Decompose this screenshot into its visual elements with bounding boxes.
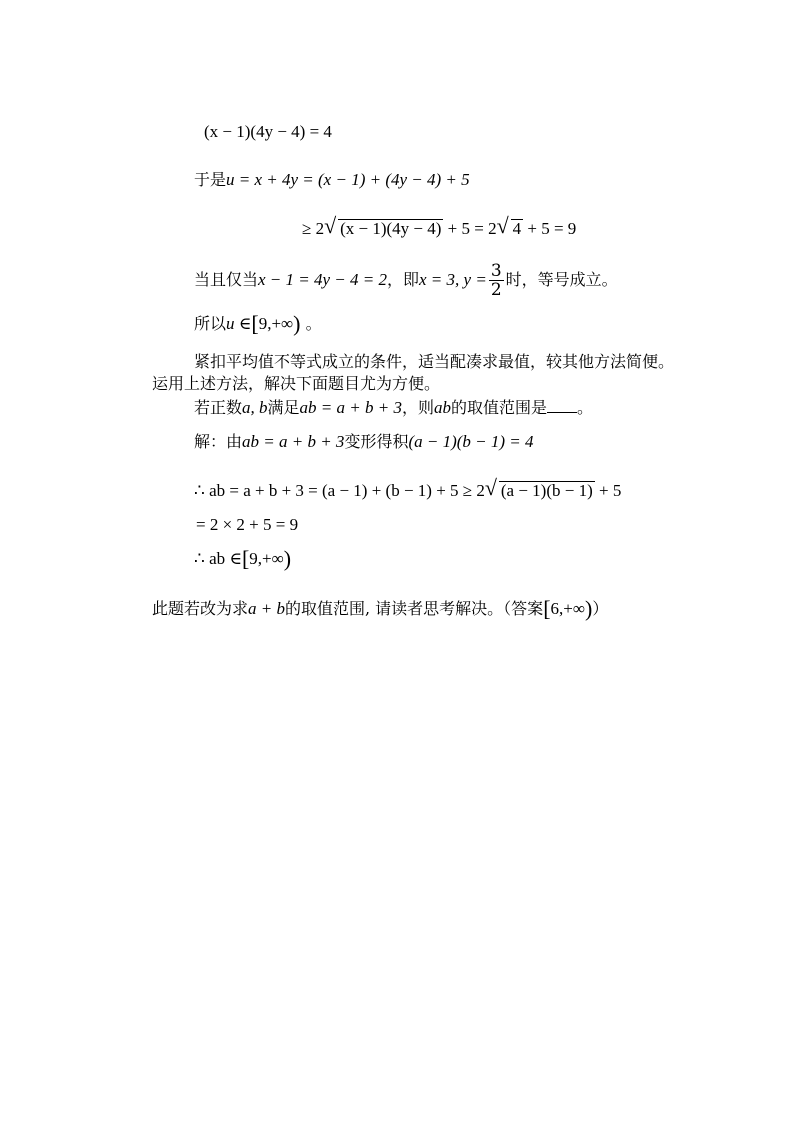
text-prefix: 于是 [194,170,227,189]
equation-text: = 2 × 2 + 5 = 9 [196,515,299,534]
paragraph-2 [152,374,440,394]
text: ，即 [387,270,420,289]
text: 当且仅当 [194,270,259,289]
equation-text: x − 1 = 4y − 4 = 2 [258,270,387,289]
text: 解：由 [194,432,243,451]
equation-text: (a − 1)(b − 1) = 4 [408,432,534,451]
equation-text: ∴ ab ∈ [194,549,242,568]
equation-line-4 [194,262,618,298]
interval-close-paren: ) [283,546,292,571]
equation-text: a + b [248,599,285,618]
interval-open-bracket: [ [543,596,551,621]
numerator: 3 [490,261,502,281]
radicand: (x − 1)(4y − 4) [340,219,442,238]
solution-line-3 [196,515,298,535]
interval-text: 6,+∞ [550,599,585,618]
radicand: 4 [512,219,522,238]
interval-open-bracket: [ [251,311,259,336]
equation-line-3 [302,219,576,239]
paragraph-1 [194,352,674,372]
text: 紧扣平均值不等式成立的条件，适当配凑求最值，较其他方法简便。 [194,352,675,371]
denominator: 2 [490,280,502,300]
equation-text: + 5 = 2 [443,219,497,238]
interval-text: 9,+∞ [249,549,284,568]
equation-line-2 [194,170,470,190]
final-note [152,596,609,621]
equation-text: ab = a + b + 3 [242,432,345,451]
interval-close-paren: ) [293,311,301,336]
text: 若正数 [194,398,243,417]
text: 时，等号成立。 [505,270,618,289]
text: ） [592,599,609,618]
sqrt-expression [485,481,595,501]
text: 的取值范围是 [450,398,547,417]
solution-line-2 [194,481,621,501]
interval-close-paren: ) [584,596,593,621]
equation-text: + 5 [594,481,622,500]
text: 。 [305,314,322,333]
equation-text: x = 3, y = [419,270,487,289]
fraction [489,262,504,299]
text: 所以 [194,314,227,333]
text: 满足 [267,398,300,417]
equation-text: ab = a + b + 3 [299,398,402,417]
interval-open-bracket: [ [241,546,250,571]
equation-text: ≥ 2 [302,219,325,238]
text: ，则 [401,398,434,417]
sqrt-expression [497,219,524,239]
equation-text: + 5 = 9 [523,219,577,238]
answer-blank [547,398,577,413]
solution-line-1 [194,432,534,452]
equation-text: ∴ ab = a + b + 3 = (a − 1) + (b − 1) + 5 ≥ 2 [194,481,485,500]
text: 的取值范围, 请读者思考解决。（答案 [285,599,544,618]
text: 运用上述方法，解决下面题目尤为方便。 [152,374,441,393]
question-line [194,398,593,418]
radicand: (a − 1)(b − 1) [500,481,593,500]
equation-line-5 [194,311,322,336]
solution-line-4 [194,546,292,571]
equation-text: u ∈ [226,314,252,333]
interval-text: 9,+∞ [258,314,294,333]
text: 变形得积 [344,432,409,451]
sqrt-expression [324,219,443,239]
text: 。 [576,398,593,417]
equation-text: (x − 1)(4y − 4) = 4 [204,122,332,141]
equation-text: ab [433,398,451,417]
text: 此题若改为求 [152,599,249,618]
equation-text: u = x + 4y = (x − 1) + (4y − 4) + 5 [226,170,470,189]
equation-line-1 [204,122,332,142]
equation-text: a, b [242,398,268,417]
